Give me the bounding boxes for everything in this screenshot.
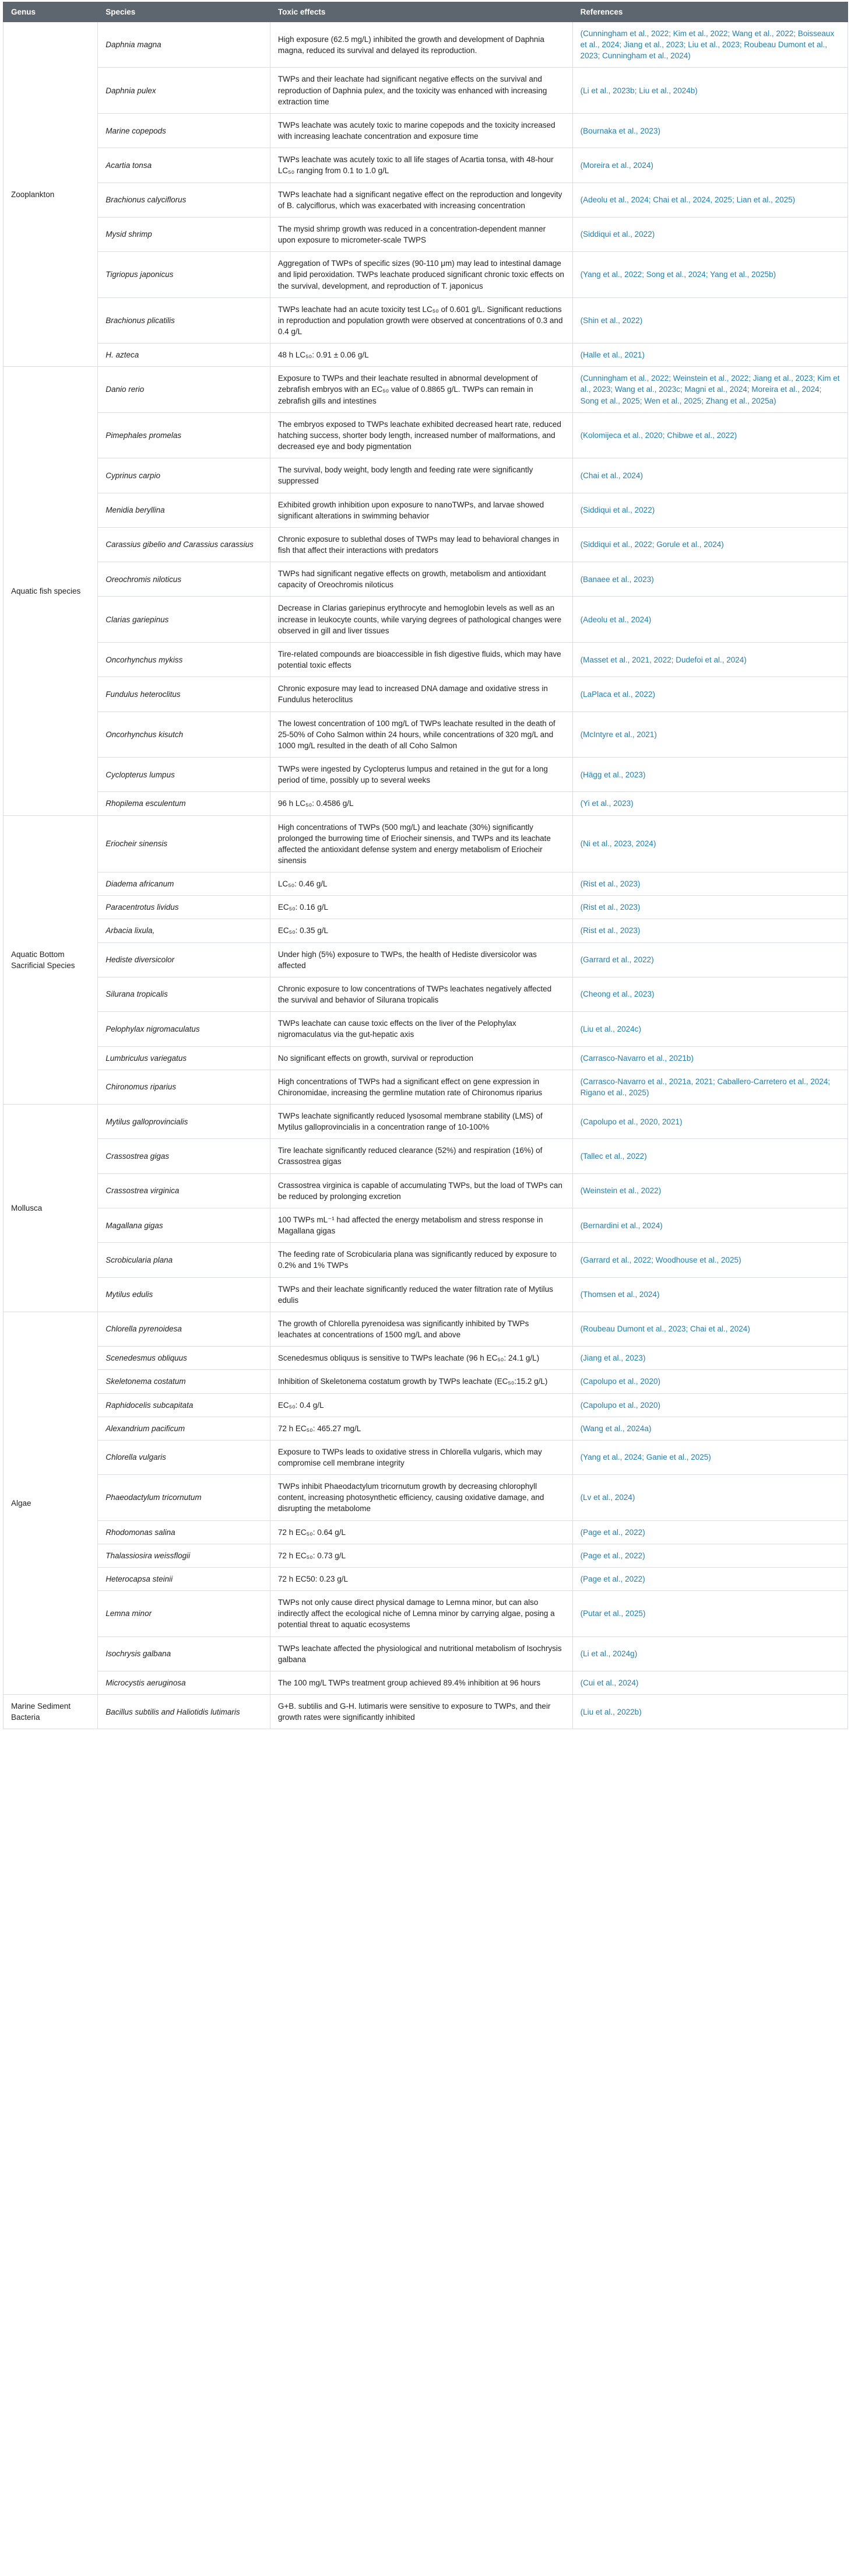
references-cell: (Garrard et al., 2022) <box>572 942 848 977</box>
toxic-effect-text: TWPs leachate affected the physiological and nutritional metabolism of Isochrysis galbana <box>270 1636 572 1671</box>
citation-link[interactable]: LaPlaca et al., 2022 <box>583 689 653 699</box>
references-cell: (Page et al., 2022) <box>572 1544 848 1567</box>
column-header-references: References <box>572 2 848 22</box>
citation-link[interactable]: Banaee et al., 2023 <box>583 574 652 584</box>
citation-link[interactable]: Woodhouse et al., 2025 <box>655 1255 739 1264</box>
references-cell: (Jiang et al., 2023) <box>572 1347 848 1370</box>
species-name: Brachionus plicatilis <box>98 297 270 343</box>
citation-link[interactable]: Moreira et al., 2024 <box>583 160 651 170</box>
table-row <box>3 1070 848 1104</box>
citation-link[interactable]: Dudefoi et al., 2024 <box>676 655 744 664</box>
references-cell: (Carrasco-Navarro et al., 2021a, 2021; Caballero-Carretero et al., 2024; Rigano et al., 2025) <box>572 1070 848 1104</box>
species-name: Fundulus heteroclitus <box>98 677 270 712</box>
toxic-effect-text: TWPs and their leachate significantly reduced the water filtration rate of Mytilus edulis <box>270 1277 572 1312</box>
species-name: Bacillus subtilis and Haliotidis lutimaris <box>98 1695 270 1729</box>
table-row <box>3 815 848 872</box>
citation-link[interactable]: Cunningham et al., 2024 <box>602 51 688 61</box>
header-row <box>3 2 848 22</box>
toxic-effect-text: 48 h LC₅₀: 0.91 ± 0.06 g/L <box>270 344 572 367</box>
species-name: Lumbriculus variegatus <box>98 1046 270 1070</box>
citation-link[interactable]: Kim et al., 2022 <box>673 29 728 38</box>
table-row <box>3 1370 848 1393</box>
references-cell: (Cunningham et al., 2022; Weinstein et al., 2022; Jiang et al., 2023; Kim et al., 2023; Wang et al., 2023c; Magni et al., 2024; Moreira et al., 2024; Song et al., 2025; Wen et al., 2025; Zhang et al., 2025a) <box>572 367 848 412</box>
references-cell: (Bernardini et al., 2024) <box>572 1208 848 1242</box>
toxic-effect-text: Under high (5%) exposure to TWPs, the health of Hediste diversicolor was affected <box>270 942 572 977</box>
column-header-species: Species <box>98 2 270 22</box>
references-cell: (Liu et al., 2022b) <box>572 1695 848 1729</box>
species-name: Marine copepods <box>98 113 270 148</box>
table-row <box>3 113 848 148</box>
species-name: Phaeodactylum tricornutum <box>98 1475 270 1520</box>
citation-link[interactable]: Adeolu et al., 2024 <box>583 195 649 205</box>
citation-link[interactable]: Siddiqui et al., 2022 <box>583 540 652 549</box>
toxic-effect-text: High exposure (62.5 mg/L) inhibited the growth and development of Daphnia magna, reduced its survival and delayed its reproduction. <box>270 22 572 68</box>
references-cell: (Bournaka et al., 2023) <box>572 113 848 148</box>
citation-link[interactable]: Chai et al., 2024 <box>583 471 641 480</box>
species-name: Mytilus galloprovincialis <box>98 1105 270 1139</box>
toxic-effect-text: High concentrations of TWPs (500 mg/L) and leachate (30%) significantly prolonged the burrowing time of Eriocheir sinensis, and TWPs and its leachate affected the antioxidant defense system and energy metabolism of Eriocheir sinensis <box>270 815 572 872</box>
toxic-effect-text: Chronic exposure may lead to increased DNA damage and oxidative stress in Fundulus heteroclitus <box>270 677 572 712</box>
references-cell: (Carrasco-Navarro et al., 2021b) <box>572 1046 848 1070</box>
species-name: Paracentrotus lividus <box>98 896 270 919</box>
table-row <box>3 1440 848 1474</box>
toxic-effect-text: TWPs leachate significantly reduced lysosomal membrane stability (LMS) of Mytilus galloprovincialis in a concentration range of 10-100% <box>270 1105 572 1139</box>
table-row <box>3 562 848 597</box>
table-row <box>3 1139 848 1173</box>
citation-link[interactable]: Chai et al., 2024, 2025 <box>653 195 733 205</box>
references-cell: (Garrard et al., 2022; Woodhouse et al., 2025) <box>572 1243 848 1277</box>
citation-link[interactable]: Rist et al., 2023 <box>583 926 638 935</box>
toxic-effect-text: EC₅₀: 0.16 g/L <box>270 896 572 919</box>
toxic-effect-text: Exposure to TWPs leads to oxidative stress in Chlorella vulgaris, which may compromise cell membrane integrity <box>270 1440 572 1474</box>
references-cell: (Cheong et al., 2023) <box>572 977 848 1011</box>
toxic-effect-text: The survival, body weight, body length and feeding rate were significantly suppressed <box>270 458 572 493</box>
table-row <box>3 872 848 896</box>
toxic-effect-text: TWPs were ingested by Cyclopterus lumpus and retained in the gut for a long period of time, possibly up to several weeks <box>270 758 572 792</box>
citation-link[interactable]: Jiang et al., 2023 <box>583 1354 643 1363</box>
references-cell: (Halle et al., 2021) <box>572 344 848 367</box>
toxicity-table <box>3 2 848 1729</box>
citation-link[interactable]: McIntyre et al., 2021 <box>583 730 655 739</box>
citation-link[interactable]: Carrasco-Navarro et al., 2021a, 2021 <box>583 1077 713 1086</box>
species-name: H. azteca <box>98 344 270 367</box>
table-row <box>3 527 848 562</box>
toxic-effect-text: TWPs leachate can cause toxic effects on the liver of the Pelophylax nigromaculatus via the gut-hepatic axis <box>270 1012 572 1046</box>
table-row <box>3 1105 848 1139</box>
table-row <box>3 1417 848 1440</box>
references-cell: (Chai et al., 2024) <box>572 458 848 493</box>
species-name: Diadema africanum <box>98 872 270 896</box>
species-name: Chironomus riparius <box>98 1070 270 1104</box>
citation-link[interactable]: Yang et al., 2022 <box>583 270 642 279</box>
toxic-effect-text: TWPs had significant negative effects on growth, metabolism and antioxidant capacity of Oreochromis niloticus <box>270 562 572 597</box>
citation-link[interactable]: Capolupo et al., 2020, 2021 <box>583 1117 680 1126</box>
table-row <box>3 412 848 458</box>
citation-link[interactable]: Caballero-Carretero et al., 2024 <box>717 1077 828 1086</box>
table-row <box>3 1046 848 1070</box>
species-name: Cyclopterus lumpus <box>98 758 270 792</box>
species-name: Pimephales promelas <box>98 412 270 458</box>
toxic-effect-text: The mysid shrimp growth was reduced in a concentration-dependent manner upon exposure to micrometer-scale TWPS <box>270 217 572 251</box>
table-row <box>3 977 848 1011</box>
references-cell: (Lv et al., 2024) <box>572 1475 848 1520</box>
references-cell: (Yi et al., 2023) <box>572 792 848 815</box>
references-cell: (Weinstein et al., 2022) <box>572 1173 848 1208</box>
table-row <box>3 1012 848 1046</box>
table-row <box>3 1173 848 1208</box>
species-name: Hediste diversicolor <box>98 942 270 977</box>
column-header-genus: Genus <box>3 2 98 22</box>
citation-link[interactable]: Wang et al., 2022 <box>732 29 794 38</box>
toxic-effect-text: LC₅₀: 0.46 g/L <box>270 872 572 896</box>
toxic-effect-text: Crassostrea virginica is capable of accumulating TWPs, but the load of TWPs can be reduced by prolonging excretion <box>270 1173 572 1208</box>
toxic-effect-text: 96 h LC₅₀: 0.4586 g/L <box>270 792 572 815</box>
citation-link[interactable]: Ganie et al., 2025 <box>646 1453 709 1462</box>
table-row <box>3 792 848 815</box>
table-row <box>3 1520 848 1544</box>
references-cell: (Adeolu et al., 2024) <box>572 597 848 642</box>
citation-link[interactable]: Yi et al., 2023 <box>583 799 631 808</box>
citation-link[interactable]: Cui et al., 2024 <box>583 1678 636 1687</box>
table-row <box>3 1695 848 1729</box>
species-name: Pelophylax nigromaculatus <box>98 1012 270 1046</box>
species-name: Rhopilema esculentum <box>98 792 270 815</box>
citation-link[interactable]: Roubeau Dumont et al., 2023 <box>583 1324 686 1334</box>
species-name: Danio rerio <box>98 367 270 412</box>
citation-link[interactable]: Siddiqui et al., 2022 <box>583 506 652 515</box>
species-name: Daphnia magna <box>98 22 270 68</box>
citation-link[interactable]: Tallec et al., 2022 <box>583 1151 645 1161</box>
genus-cell: Aquatic Bottom Sacrificial Species <box>3 815 98 1105</box>
citation-link[interactable]: Lv et al., 2024 <box>583 1493 632 1502</box>
toxic-effect-text: TWPs and their leachate had significant negative effects on the survival and reproduction of Daphnia pulex, and the toxicity was enhanced with increasing extraction time <box>270 68 572 113</box>
genus-cell: Marine Sediment Bacteria <box>3 1695 98 1729</box>
species-name: Oncorhynchus mykiss <box>98 642 270 677</box>
toxic-effect-text: Chronic exposure to sublethal doses of TWPs may lead to behavioral changes in fish that affect their interactions with predators <box>270 527 572 562</box>
toxic-effect-text: TWPs leachate had a significant negative effect on the reproduction and longevity of B. calyciflorus, which was exacerbated with increasing concentration <box>270 183 572 217</box>
table-row <box>3 1567 848 1590</box>
citation-link[interactable]: Capolupo et al., 2020 <box>583 1400 658 1410</box>
species-name: Oncorhynchus kisutch <box>98 712 270 757</box>
toxic-effect-text: High concentrations of TWPs had a significant effect on gene expression in Chironomidae, increasing the germline mutation rate of Chironomus riparius <box>270 1070 572 1104</box>
references-cell: (Moreira et al., 2024) <box>572 148 848 183</box>
citation-link[interactable]: Jiang et al., 2023 <box>752 374 813 383</box>
references-cell: (Thomsen et al., 2024) <box>572 1277 848 1312</box>
table-row <box>3 148 848 183</box>
species-name: Acartia tonsa <box>98 148 270 183</box>
species-name: Cyprinus carpio <box>98 458 270 493</box>
table-row <box>3 919 848 942</box>
citation-link[interactable]: Song et al., 2024 <box>646 270 706 279</box>
references-cell: (Capolupo et al., 2020) <box>572 1393 848 1417</box>
table-row <box>3 1544 848 1567</box>
table-row <box>3 597 848 642</box>
citation-link[interactable]: Yang et al., 2024 <box>583 1453 642 1462</box>
species-name: Crassostrea gigas <box>98 1139 270 1173</box>
table-row <box>3 1347 848 1370</box>
table-row <box>3 1393 848 1417</box>
references-cell: (Adeolu et al., 2024; Chai et al., 2024, 2025; Lian et al., 2025) <box>572 183 848 217</box>
references-cell: (Ni et al., 2023, 2024) <box>572 815 848 872</box>
citation-link[interactable]: Liu et al., 2022b <box>583 1707 639 1716</box>
citation-link[interactable]: Lian et al., 2025 <box>736 195 793 205</box>
table-row <box>3 758 848 792</box>
genus-cell: Algae <box>3 1312 98 1694</box>
table-row <box>3 493 848 527</box>
toxic-effect-text: TWPs not only cause direct physical damage to Lemna minor, but can also indirectly affect the ecological niche of Lemna minor by carrying algae, posing a potential threat to aquatic ecosystems <box>270 1591 572 1636</box>
table-body <box>3 22 848 1729</box>
citation-link[interactable]: Li et al., 2024g <box>583 1649 635 1659</box>
toxic-effect-text: Tire-related compounds are bioaccessible in fish digestive fluids, which may have potential toxic effects <box>270 642 572 677</box>
citation-link[interactable]: Liu et al., 2023 <box>688 40 740 50</box>
species-name: Scrobicularia plana <box>98 1243 270 1277</box>
toxic-effect-text: The feeding rate of Scrobicularia plana was significantly reduced by exposure to 0.2% and 1% TWPs <box>270 1243 572 1277</box>
toxic-effect-text: Scenedesmus obliquus is sensitive to TWPs leachate (96 h EC₅₀: 24.1 g/L) <box>270 1347 572 1370</box>
toxic-effect-text: G+B. subtilis and G-H. lutimaris were sensitive to exposure to TWPs, and their growth rates were significantly inhibited <box>270 1695 572 1729</box>
citation-link[interactable]: Adeolu et al., 2024 <box>583 615 649 624</box>
table-row <box>3 217 848 251</box>
citation-link[interactable]: Wang et al., 2023c <box>614 385 680 394</box>
references-cell: (Putar et al., 2025) <box>572 1591 848 1636</box>
references-cell: (Yang et al., 2022; Song et al., 2024; Yang et al., 2025b) <box>572 252 848 297</box>
citation-link[interactable]: Wen et al., 2025 <box>644 396 702 405</box>
table-row <box>3 1475 848 1520</box>
citation-link[interactable]: Masset et al., 2021, 2022 <box>583 655 671 664</box>
species-name: Mysid shrimp <box>98 217 270 251</box>
toxic-effect-text: Inhibition of Skeletonema costatum growth by TWPs leachate (EC₅₀:15.2 g/L) <box>270 1370 572 1393</box>
citation-link[interactable]: Yang et al., 2025b <box>710 270 773 279</box>
citation-link[interactable]: Boisseaux et al., 2024 <box>580 29 835 50</box>
citation-link[interactable]: Cunningham et al., 2022 <box>583 374 669 383</box>
species-name: Menidia beryllina <box>98 493 270 527</box>
citation-link[interactable]: Garrard et al., 2022 <box>583 1255 652 1264</box>
table-row <box>3 458 848 493</box>
toxic-effect-text: Decrease in Clarias gariepinus erythrocyte and hemoglobin levels as well as an increase in leukocyte counts, while varying degrees of pathological changes were observed in gill and liver tissues <box>270 597 572 642</box>
toxic-effect-text: EC₅₀: 0.35 g/L <box>270 919 572 942</box>
citation-link[interactable]: Siddiqui et al., 2022 <box>583 230 652 239</box>
table-row <box>3 642 848 677</box>
genus-cell: Aquatic fish species <box>3 367 98 815</box>
toxic-effect-text: The lowest concentration of 100 mg/L of TWPs leachate resulted in the death of 25-50% of Coho Salmon within 24 hours, while concentrations of 320 mg/L and 1000 mg/L resulted in the death of all Coho Salmon <box>270 712 572 757</box>
table-row <box>3 297 848 343</box>
references-cell: (Siddiqui et al., 2022; Gorule et al., 2024) <box>572 527 848 562</box>
citation-link[interactable]: Weinstein et al., 2022 <box>673 374 749 383</box>
toxic-effect-text: The growth of Chlorella pyrenoidesa was significantly inhibited by TWPs leachates at concentrations of 1500 mg/L and above <box>270 1312 572 1346</box>
species-name: Mytilus edulis <box>98 1277 270 1312</box>
species-name: Silurana tropicalis <box>98 977 270 1011</box>
references-cell: (McIntyre et al., 2021) <box>572 712 848 757</box>
citation-link[interactable]: Putar et al., 2025 <box>583 1609 643 1618</box>
references-cell: (Banaee et al., 2023) <box>572 562 848 597</box>
references-cell: (Page et al., 2022) <box>572 1520 848 1544</box>
citation-link[interactable]: Zhang et al., 2025a <box>705 396 774 405</box>
species-name: Raphidocelis subcapitata <box>98 1393 270 1417</box>
citation-link[interactable]: Thomsen et al., 2024 <box>583 1290 657 1299</box>
table-row <box>3 1636 848 1671</box>
citation-link[interactable]: Wang et al., 2024a <box>583 1424 649 1433</box>
species-name: Oreochromis niloticus <box>98 562 270 597</box>
table-row <box>3 1243 848 1277</box>
references-cell: (Roubeau Dumont et al., 2023; Chai et al., 2024) <box>572 1312 848 1346</box>
table-row <box>3 1277 848 1312</box>
citation-link[interactable]: Shin et al., 2022 <box>583 316 640 325</box>
citation-link[interactable]: Page et al., 2022 <box>583 1551 643 1560</box>
species-name: Eriocheir sinensis <box>98 815 270 872</box>
citation-link[interactable]: Rist et al., 2023 <box>583 879 638 889</box>
citation-link[interactable]: Kolomijeca et al., 2020 <box>583 430 663 440</box>
references-cell: (Capolupo et al., 2020) <box>572 1370 848 1393</box>
species-name: Carassius gibelio and Carassius carassius <box>98 527 270 562</box>
toxic-effect-text: 100 TWPs mL⁻¹ had affected the energy metabolism and stress response in Magallana gigas <box>270 1208 572 1242</box>
toxic-effect-text: No significant effects on growth, survival or reproduction <box>270 1046 572 1070</box>
species-name: Heterocapsa steinii <box>98 1567 270 1590</box>
species-name: Chlorella pyrenoidesa <box>98 1312 270 1346</box>
citation-link[interactable]: Garrard et al., 2022 <box>583 955 652 965</box>
references-cell: (Hägg et al., 2023) <box>572 758 848 792</box>
references-cell: (Liu et al., 2024c) <box>572 1012 848 1046</box>
citation-link[interactable]: Roubeau Dumont et al., 2023 <box>580 40 827 61</box>
toxic-effect-text: TWPs leachate had an acute toxicity test LC₅₀ of 0.601 g/L. Significant reductions in reproduction and population growth were observed at concentrations of 0.3 and 0.4 g/L <box>270 297 572 343</box>
citation-link[interactable]: Rist et al., 2023 <box>583 903 638 912</box>
species-name: Clarias gariepinus <box>98 597 270 642</box>
table-row <box>3 344 848 367</box>
species-name: Skeletonema costatum <box>98 1370 270 1393</box>
citation-link[interactable]: Kim et al., 2023 <box>580 374 840 394</box>
species-name: Lemna minor <box>98 1591 270 1636</box>
toxic-effect-text: Chronic exposure to low concentrations of TWPs leachates negatively affected the survival and behavior of Silurana tropicalis <box>270 977 572 1011</box>
citation-link[interactable]: Carrasco-Navarro et al., 2021b <box>583 1053 691 1063</box>
toxic-effect-text: TWPs leachate was acutely toxic to marine copepods and the toxicity increased with increasing leachate concentration and exposure time <box>270 113 572 148</box>
citation-link[interactable]: Liu et al., 2024c <box>583 1024 639 1033</box>
species-name: Thalassiosira weissflogii <box>98 1544 270 1567</box>
references-cell: (Shin et al., 2022) <box>572 297 848 343</box>
toxic-effect-text: 72 h EC₅₀: 465.27 mg/L <box>270 1417 572 1440</box>
citation-link[interactable]: Chai et al., 2024 <box>690 1324 748 1334</box>
citation-link[interactable]: Page et al., 2022 <box>583 1527 643 1537</box>
species-name: Alexandrium pacificum <box>98 1417 270 1440</box>
citation-link[interactable]: Cunningham et al., 2022 <box>583 29 669 38</box>
species-name: Crassostrea virginica <box>98 1173 270 1208</box>
toxic-effect-text: Tire leachate significantly reduced clearance (52%) and respiration (16%) of Crassostrea gigas <box>270 1139 572 1173</box>
table-row <box>3 183 848 217</box>
citation-link[interactable]: Weinstein et al., 2022 <box>583 1186 659 1196</box>
species-name: Isochrysis galbana <box>98 1636 270 1671</box>
citation-link[interactable]: Liu et al., 2024b <box>639 86 695 95</box>
references-cell: (Li et al., 2023b; Liu et al., 2024b) <box>572 68 848 113</box>
toxic-effect-text: 72 h EC₅₀: 0.64 g/L <box>270 1520 572 1544</box>
species-name: Daphnia pulex <box>98 68 270 113</box>
toxic-effect-text: 72 h EC₅₀: 0.73 g/L <box>270 1544 572 1567</box>
citation-link[interactable]: Bournaka et al., 2023 <box>583 126 658 135</box>
table-row <box>3 677 848 712</box>
toxic-effect-text: Aggregation of TWPs of specific sizes (90-110 μm) may lead to intestinal damage and lipid peroxidation. TWPs leachate produced significant chronic toxic effects on the survival, development, and reproduction of T. japonicus <box>270 252 572 297</box>
table-row <box>3 1312 848 1346</box>
references-cell: (Li et al., 2024g) <box>572 1636 848 1671</box>
references-cell: (LaPlaca et al., 2022) <box>572 677 848 712</box>
references-cell: (Rist et al., 2023) <box>572 872 848 896</box>
citation-link[interactable]: Capolupo et al., 2020 <box>583 1377 658 1386</box>
toxic-effect-text: EC₅₀: 0.4 g/L <box>270 1393 572 1417</box>
citation-link[interactable]: Song et al., 2025 <box>580 396 640 405</box>
species-name: Chlorella vulgaris <box>98 1440 270 1474</box>
table-row <box>3 896 848 919</box>
species-name: Rhodomonas salina <box>98 1520 270 1544</box>
species-name: Microcystis aeruginosa <box>98 1671 270 1694</box>
citation-link[interactable]: Gorule et al., 2024 <box>656 540 722 549</box>
references-cell: (Wang et al., 2024a) <box>572 1417 848 1440</box>
references-cell: (Page et al., 2022) <box>572 1567 848 1590</box>
table-row <box>3 252 848 297</box>
toxic-effect-text: 72 h EC50: 0.23 g/L <box>270 1567 572 1590</box>
citation-link[interactable]: Rigano et al., 2025 <box>580 1088 646 1097</box>
toxic-effect-text: The 100 mg/L TWPs treatment group achieved 89.4% inhibition at 96 hours <box>270 1671 572 1694</box>
species-name: Magallana gigas <box>98 1208 270 1242</box>
citation-link[interactable]: Halle et al., 2021 <box>583 351 642 360</box>
table-row <box>3 942 848 977</box>
species-name: Brachionus calyciflorus <box>98 183 270 217</box>
references-cell: (Siddiqui et al., 2022) <box>572 217 848 251</box>
toxic-effect-text: Exhibited growth inhibition upon exposure to nanoTWPs, and larvae showed significant alterations in swimming behavior <box>270 493 572 527</box>
references-cell: (Kolomijeca et al., 2020; Chibwe et al., 2022) <box>572 412 848 458</box>
references-cell: (Masset et al., 2021, 2022; Dudefoi et al., 2024) <box>572 642 848 677</box>
table-row <box>3 22 848 68</box>
citation-link[interactable]: Moreira et al., 2024 <box>751 385 820 394</box>
citation-link[interactable]: Magni et al., 2024 <box>684 385 747 394</box>
toxic-effect-text: TWPs inhibit Phaeodactylum tricornutum growth by decreasing chlorophyll content, increasing photosynthetic efficiency, causing oxidative damage, and disrupting the metabolome <box>270 1475 572 1520</box>
table-row <box>3 1208 848 1242</box>
references-cell: (Capolupo et al., 2020, 2021) <box>572 1105 848 1139</box>
references-cell: (Rist et al., 2023) <box>572 919 848 942</box>
citation-link[interactable]: Chibwe et al., 2022 <box>667 430 734 440</box>
references-cell: (Tallec et al., 2022) <box>572 1139 848 1173</box>
species-name: Scenedesmus obliquus <box>98 1347 270 1370</box>
toxic-effect-text: TWPs leachate was acutely toxic to all life stages of Acartia tonsa, with 48-hour LC₅₀ ranging from 0.1 to 1.0 g/L <box>270 148 572 183</box>
toxic-effect-text: The embryos exposed to TWPs leachate exhibited decreased heart rate, reduced hatching success, shorter body length, increased number of malformations, and decreased eye and body pigmentation <box>270 412 572 458</box>
species-name: Arbacia lixula, <box>98 919 270 942</box>
citation-link[interactable]: Page et al., 2022 <box>583 1574 643 1583</box>
citation-link[interactable]: Ni et al., 2023, 2024 <box>583 839 653 849</box>
citation-link[interactable]: Li et al., 2023b <box>583 86 635 95</box>
table-row <box>3 1591 848 1636</box>
citation-link[interactable]: Hägg et al., 2023 <box>583 770 643 779</box>
references-cell: (Yang et al., 2024; Ganie et al., 2025) <box>572 1440 848 1474</box>
species-name: Tigriopus japonicus <box>98 252 270 297</box>
references-cell: (Rist et al., 2023) <box>572 896 848 919</box>
table-row <box>3 712 848 757</box>
citation-link[interactable]: Jiang et al., 2023 <box>623 40 684 50</box>
references-cell: (Cunningham et al., 2022; Kim et al., 2022; Wang et al., 2022; Boisseaux et al., 2024; Jiang et al., 2023; Liu et al., 2023; Roubeau Dumont et al., 2023; Cunningham et al., 2024) <box>572 22 848 68</box>
table-row <box>3 367 848 412</box>
column-header-toxic-effects: Toxic effects <box>270 2 572 22</box>
toxic-effect-text: Exposure to TWPs and their leachate resulted in abnormal development of zebrafish embryos with an EC₅₀ value of 0.8865 g/L. TWPs can remain in zebrafish gills and intestines <box>270 367 572 412</box>
genus-cell: Zooplankton <box>3 22 98 367</box>
table-row <box>3 68 848 113</box>
citation-link[interactable]: Bernardini et al., 2024 <box>583 1221 660 1230</box>
genus-cell: Mollusca <box>3 1105 98 1312</box>
references-cell: (Siddiqui et al., 2022) <box>572 493 848 527</box>
citation-link[interactable]: Cheong et al., 2023 <box>583 990 652 999</box>
references-cell: (Cui et al., 2024) <box>572 1671 848 1694</box>
table-row <box>3 1671 848 1694</box>
